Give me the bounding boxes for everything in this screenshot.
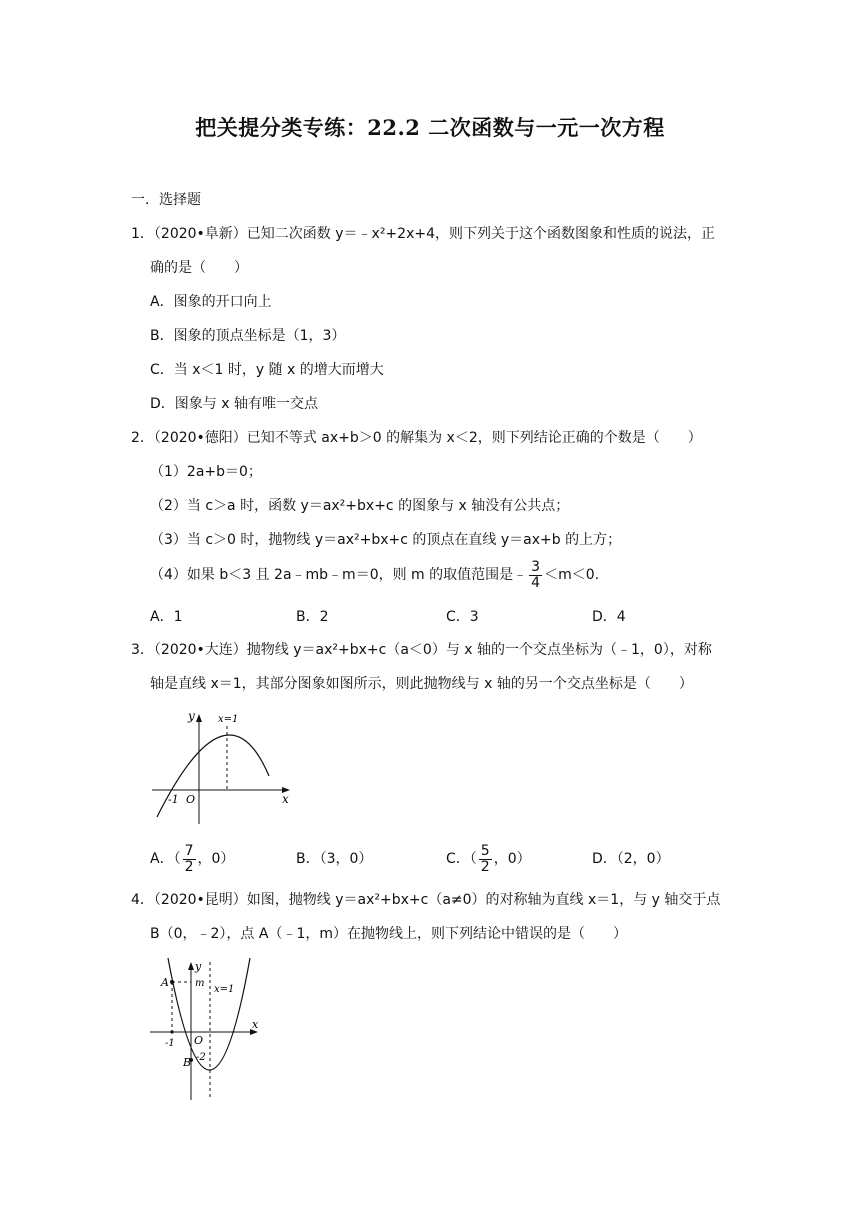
q2-fraction xyxy=(529,560,542,591)
q3-stem-line1: 3．（2020•大连）抛物线 y＝ax²+bx+c（a＜0）与 x 轴的一个交点坐标为（﹣1，0），对称 xyxy=(131,642,712,658)
q4-stem-line2: B（0，﹣2），点 A（﹣1，m）在抛物线上，则下列结论中错误的是（ ） xyxy=(150,926,627,942)
q4-stem-line1: 4．（2020•昆明）如图，抛物线 y＝ax²+bx+c（a≠0）的对称轴为直线 x＝1，与 y 轴交于点 xyxy=(131,892,721,908)
q4-a-label: A xyxy=(161,976,169,989)
q3-stem-line2: 轴是直线 x＝1，其部分图象如图所示，则此抛物线与 x 轴的另一个交点坐标是（ ） xyxy=(150,676,693,692)
q2-statement-1: （1）2a+b＝0； xyxy=(150,464,262,480)
q3-option-c-prefix: C．（ xyxy=(446,851,477,867)
q3-option-a xyxy=(150,842,234,876)
q3-option-a-prefix: A．（ xyxy=(150,851,181,867)
q2-option-b: B．2 xyxy=(296,609,329,625)
q1-option-a: A．图象的开口向上 xyxy=(150,294,272,310)
q4-parabola-curve xyxy=(168,958,250,1070)
q3-option-d: D．（2，0） xyxy=(592,851,670,867)
q4-origin-label: O xyxy=(194,1034,204,1047)
q3-y-label: y xyxy=(188,709,195,723)
q3-option-a-numerator: 7 xyxy=(184,842,194,859)
q3-option-c xyxy=(446,842,531,876)
q2-statement-4-text: （4）如果 b＜3 且 2a﹣mb﹣m＝0，则 m 的取值范围是﹣ xyxy=(150,567,528,583)
q4-b-label: B xyxy=(183,1056,192,1069)
q2-option-c: C．3 xyxy=(446,609,479,625)
q3-option-b: B．（3，0） xyxy=(296,851,373,867)
q3-minus-one-label: -1 xyxy=(168,793,179,806)
section-heading: 一．选择题 xyxy=(131,192,201,208)
q4-y-arrow xyxy=(188,962,194,970)
q2-fraction-denominator: 4 xyxy=(531,574,541,591)
q3-option-a-denominator: 2 xyxy=(184,858,194,875)
q4-x-label: x xyxy=(252,1018,259,1031)
page-title: 把关提分类专练：22.2 二次函数与一元一次方程 xyxy=(195,115,665,140)
q2-fraction-numerator: 3 xyxy=(531,558,541,575)
q3-option-c-suffix: ，0） xyxy=(493,851,531,867)
q4-parabola-figure xyxy=(146,956,266,1102)
q3-option-c-fraction xyxy=(479,844,492,875)
q3-y-arrow xyxy=(196,714,202,722)
q3-x-label: x xyxy=(282,792,289,806)
q2-option-d: D．4 xyxy=(592,609,626,625)
q4-point-minus-one xyxy=(170,1030,173,1033)
q1-stem-line2: 确的是（ ） xyxy=(150,260,248,276)
q4-axis-label: x=1 xyxy=(214,984,235,995)
q1-option-b: B．图象的顶点坐标是（1，3） xyxy=(150,328,346,344)
q2-statement-4 xyxy=(150,558,599,592)
q1-option-c: C．当 x＜1 时，y 随 x 的增大而增大 xyxy=(150,362,384,378)
q4-y-label: y xyxy=(195,960,202,973)
q2-stem: 2．（2020•德阳）已知不等式 ax+b＞0 的解集为 x＜2，则下列结论正确的个数是（ ） xyxy=(131,430,702,446)
q2-statement-3: （3）当 c＞0 时，抛物线 y＝ax²+bx+c 的顶点在直线 y＝ax+b 的上方； xyxy=(150,532,622,548)
q3-option-a-fraction xyxy=(183,844,196,875)
q2-statement-4-tail: ＜m＜0. xyxy=(544,567,600,583)
q3-origin-label: O xyxy=(186,793,196,806)
q3-option-c-denominator: 2 xyxy=(480,858,490,875)
q3-axis-label: x=1 xyxy=(218,714,239,725)
q3-option-c-numerator: 5 xyxy=(480,842,490,859)
q3-parabola-figure xyxy=(148,706,298,828)
q2-statement-2: （2）当 c＞a 时，函数 y＝ax²+bx+c 的图象与 x 轴没有公共点； xyxy=(150,498,570,514)
q4-m-label: m xyxy=(195,978,205,989)
q4-minus-one-label: -1 xyxy=(165,1038,175,1049)
q1-stem-line1: 1．（2020•阜新）已知二次函数 y＝﹣x²+2x+4，则下列关于这个函数图象和性质的说法，正 xyxy=(131,226,715,242)
q4-point-a xyxy=(170,980,174,984)
q1-option-d: D．图象与 x 轴有唯一交点 xyxy=(150,396,318,412)
q4-minus-two-label: -2 xyxy=(196,1052,206,1063)
q2-option-a: A．1 xyxy=(150,609,183,625)
q3-option-a-suffix: ，0） xyxy=(197,851,235,867)
